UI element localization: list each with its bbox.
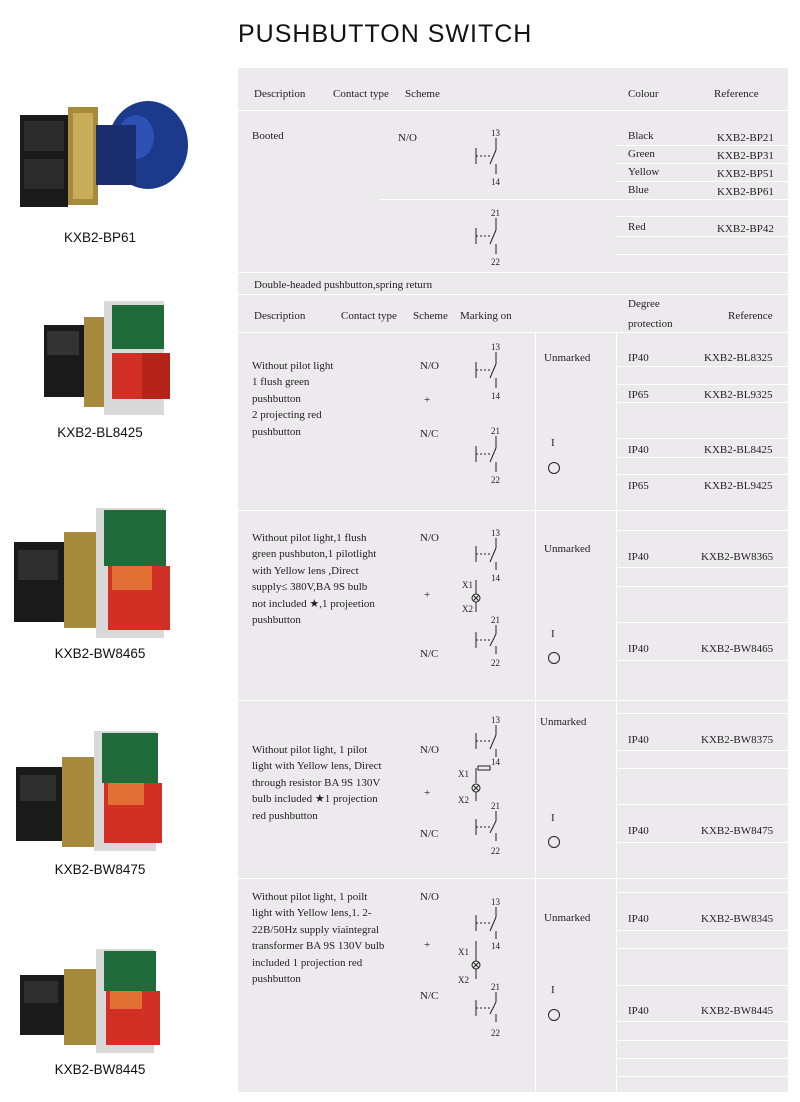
divider [616, 254, 788, 255]
product-image-bp61 [18, 85, 188, 215]
divider [616, 402, 788, 403]
divider [616, 567, 788, 568]
reference: KXB2-BL8325 [704, 352, 773, 364]
nc-contact-symbol [470, 424, 520, 486]
contact-no: N/O [420, 532, 439, 544]
reference: KXB2-BW8375 [701, 734, 774, 746]
page-title: PUSHBUTTON SWITCH [238, 20, 533, 48]
contact-nc: N/C [420, 648, 439, 660]
ip-rating: IP40 [628, 643, 649, 655]
ip-rating: IP40 [628, 825, 649, 837]
marking-tick: I [551, 628, 555, 640]
booted-contact: N/O [398, 132, 417, 144]
reference: KXB2-BL9425 [704, 480, 773, 492]
section-title: Double-headed pushbutton,spring return [254, 279, 433, 291]
divider [616, 530, 788, 531]
divider [238, 878, 788, 879]
svg-text:21: 21 [491, 982, 500, 992]
marking-tick: I [551, 984, 555, 996]
marking-circle-icon [547, 461, 561, 475]
header-protection: protection [628, 318, 673, 330]
divider [238, 294, 788, 295]
product-label-5: KXB2-BW8445 [54, 1062, 146, 1077]
product-image-bw8475 [14, 725, 174, 855]
divider [238, 332, 788, 333]
row-description: Without pilot light,1 flush green pushbuton,1 pilotlight with Yellow lens ,Direct supply≤ 380V,BA 9S bulb not included ★,1 projeetion pushbutton [252, 532, 377, 627]
row-description: Without pilot light, 1 pilot light with Yellow lens, Direct through resistor BA 9S 130V bulb included ★1 projection red pushbutton [252, 744, 382, 822]
colour-reference: KXB2-BP61 [717, 186, 774, 198]
marking-text: Unmarked [540, 716, 587, 728]
product-label-2: KXB2-BL8425 [57, 425, 143, 440]
svg-text:13: 13 [491, 342, 500, 352]
svg-text:X2: X2 [458, 795, 469, 805]
colour-reference: KXB2-BP31 [717, 150, 774, 162]
divider [238, 700, 788, 701]
divider [616, 930, 788, 931]
colour-reference: KXB2-BP51 [717, 168, 774, 180]
marking-circle-icon [547, 1008, 561, 1022]
colour-reference: KXB2-BP21 [717, 132, 774, 144]
divider [616, 750, 788, 751]
reference: KXB2-BW8345 [701, 913, 774, 925]
svg-text:22: 22 [491, 1028, 500, 1038]
marking-tick: I [551, 437, 555, 449]
header-scheme: Scheme [413, 310, 448, 322]
column-divider [616, 332, 617, 1092]
marking-text: Unmarked [544, 543, 591, 555]
reference: KXB2-BL9325 [704, 389, 773, 401]
column-divider [535, 332, 536, 1092]
header-marking: Marking on [460, 310, 512, 322]
svg-text:22: 22 [491, 658, 500, 668]
svg-text:21: 21 [491, 801, 500, 811]
contact-nc: N/C [420, 990, 439, 1002]
ip-rating: IP65 [628, 389, 649, 401]
divider [616, 1076, 788, 1077]
marking-text: Unmarked [544, 352, 591, 364]
divider [616, 713, 788, 714]
divider [616, 1021, 788, 1022]
reference: KXB2-BW8475 [701, 825, 774, 837]
svg-text:21: 21 [491, 426, 500, 436]
svg-text:X1: X1 [462, 580, 473, 590]
header-scheme: Scheme [405, 88, 440, 100]
divider [616, 1058, 788, 1059]
product-label-3: KXB2-BW8465 [54, 646, 146, 661]
svg-text:21: 21 [491, 208, 500, 218]
pilot-light-circuit [458, 895, 520, 1043]
divider [616, 474, 788, 475]
ip-rating: IP40 [628, 444, 649, 456]
colour-name: Red [628, 221, 646, 233]
product-label-1: KXB2-BP61 [63, 230, 137, 245]
header-contact-type: Contact type [333, 88, 389, 100]
pilot-light-circuit [458, 713, 520, 861]
divider [616, 457, 788, 458]
ip-rating: IP40 [628, 913, 649, 925]
divider [238, 510, 788, 511]
divider [616, 768, 788, 769]
reference: KXB2-BW8465 [701, 643, 774, 655]
header-degree: Degree [628, 298, 660, 310]
svg-text:13: 13 [491, 897, 500, 907]
divider [616, 948, 788, 949]
header-reference: Reference [714, 88, 759, 100]
svg-text:22: 22 [491, 257, 500, 267]
svg-text:22: 22 [491, 475, 500, 485]
ip-rating: IP40 [628, 551, 649, 563]
no-contact-symbol [470, 340, 520, 402]
svg-text:X1: X1 [458, 769, 469, 779]
svg-text:22: 22 [491, 846, 500, 856]
svg-text:13: 13 [491, 715, 500, 725]
svg-text:X2: X2 [462, 604, 473, 614]
product-image-bw8445 [18, 945, 168, 1055]
colour-name: Blue [628, 184, 649, 196]
svg-text:14: 14 [491, 573, 500, 583]
contact-nc: N/C [420, 428, 439, 440]
divider [616, 384, 788, 385]
plus-sign: + [424, 787, 431, 799]
product-image-bw8465 [12, 500, 182, 640]
pilot-light-circuit [462, 526, 520, 674]
marking-circle-icon [547, 651, 561, 665]
colour-name: Black [628, 130, 654, 142]
header-colour: Colour [628, 88, 659, 100]
divider [616, 842, 788, 843]
no-contact-symbol [470, 126, 520, 188]
divider [616, 586, 788, 587]
divider [616, 804, 788, 805]
colour-reference: KXB2-BP42 [717, 223, 774, 235]
reference: KXB2-BL8425 [704, 444, 773, 456]
divider [616, 366, 788, 367]
svg-text:X1: X1 [458, 947, 469, 957]
ip-rating: IP40 [628, 352, 649, 364]
reference: KXB2-BW8445 [701, 1005, 774, 1017]
divider [616, 1040, 788, 1041]
marking-tick: I [551, 812, 555, 824]
contact-no: N/O [420, 891, 439, 903]
divider [238, 272, 788, 273]
divider [616, 216, 788, 217]
header-description: Description [254, 88, 306, 100]
no-contact-symbol [470, 206, 520, 268]
plus-sign: + [424, 939, 431, 951]
booted-description: Booted [252, 130, 284, 142]
svg-text:13: 13 [491, 128, 500, 138]
svg-text:X2: X2 [458, 975, 469, 985]
svg-text:14: 14 [491, 177, 500, 187]
divider [380, 199, 788, 200]
row-description: Without pilot light 1 flush green pushbutton 2 projecting red pushbutton [252, 360, 334, 438]
contact-nc: N/C [420, 828, 439, 840]
ip-rating: IP40 [628, 1005, 649, 1017]
divider [616, 892, 788, 893]
divider [616, 438, 788, 439]
header-description: Description [254, 310, 306, 322]
colour-name: Green [628, 148, 655, 160]
ip-rating: IP40 [628, 734, 649, 746]
divider [616, 985, 788, 986]
ip-rating: IP65 [628, 480, 649, 492]
product-image-bl8425 [42, 295, 182, 420]
colour-name: Yellow [628, 166, 660, 178]
marking-circle-icon [547, 835, 561, 849]
plus-sign: + [424, 394, 431, 406]
divider [616, 660, 788, 661]
divider [616, 622, 788, 623]
svg-text:21: 21 [491, 615, 500, 625]
divider [238, 110, 788, 111]
divider [616, 236, 788, 237]
reference: KXB2-BW8365 [701, 551, 774, 563]
plus-sign: + [424, 589, 431, 601]
svg-text:14: 14 [491, 757, 500, 767]
svg-text:14: 14 [491, 391, 500, 401]
contact-no: N/O [420, 744, 439, 756]
marking-text: Unmarked [544, 912, 591, 924]
svg-text:13: 13 [491, 528, 500, 538]
row-description: Without pilot light, 1 poilt light with Yellow lens,1. 2-22B/50Hz supply viaintegral transformer BA 9S 130V bulb included 1 projection red pushbutton [252, 891, 385, 986]
product-label-4: KXB2-BW8475 [54, 862, 146, 877]
svg-text:14: 14 [491, 941, 500, 951]
header-reference: Reference [728, 310, 773, 322]
contact-no: N/O [420, 360, 439, 372]
header-contact-type: Contact type [341, 310, 397, 322]
